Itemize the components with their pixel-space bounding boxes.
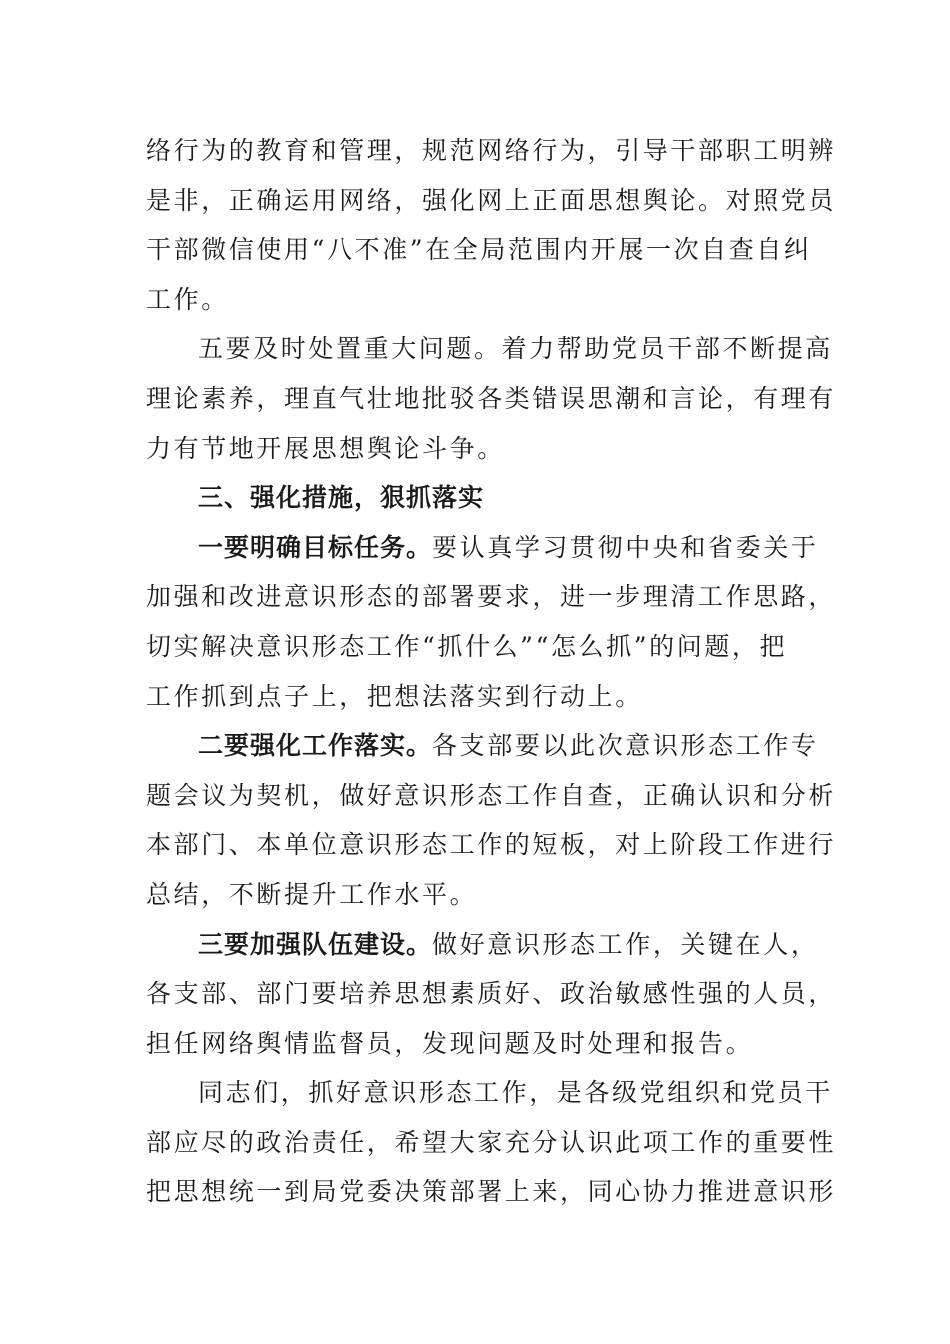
paragraph-2 (146, 324, 837, 473)
paragraph-4 (146, 721, 837, 919)
paragraph-text: 各支部要以此次意识形态工作专 (432, 731, 819, 761)
paragraph-lead: 一要明确目标任务。 (198, 532, 433, 562)
text-line: 络行为的教育和管理，规范网络行为，引导干部职工明辨 (146, 136, 837, 165)
text-line: 部应尽的政治责任，希望大家充分认识此项工作的重要性 (146, 1127, 837, 1157)
text-line: 担任网络舆情监督员，发现问题及时处理和报告。 (146, 1028, 754, 1058)
text-line: 总结，不断提升工作水平。 (146, 879, 478, 909)
text-line: 各支部、部门要培养思想素质好、政治敏感性强的人员， (146, 979, 837, 1009)
paragraph-lead: 三要加强队伍建设。 (198, 929, 433, 959)
text-line (146, 920, 819, 970)
text-line: 力有节地开展思想舆论斗争。 (146, 433, 505, 463)
text-line: 是非，正确运用网络，强化网上正面思想舆论。对照党员 (146, 185, 837, 215)
text-line (146, 523, 819, 573)
text-line: 加强和改进意识形态的部署要求，进一步理清工作思路， (146, 582, 837, 612)
paragraph-3 (146, 523, 837, 721)
text-line: 本部门、本单位意识形态工作的短板，对上阶段工作进行 (146, 830, 837, 860)
paragraph-text: 做好意识形态工作，关键在人， (432, 929, 819, 959)
text-line: 工作抓到点子上，把想法落实到行动上。 (146, 681, 643, 711)
paragraph-5 (146, 920, 837, 1069)
text-line: 把思想统一到局党委决策部署上来，同心协力推进意识形 (146, 1177, 837, 1207)
text-line: 同志们，抓好意识形态工作，是各级党组织和党员干 (198, 1078, 833, 1108)
document-body (146, 126, 837, 1217)
paragraph-lead: 二要强化工作落实。 (198, 731, 433, 761)
text-line (146, 721, 819, 771)
text-line: 工作。 (146, 284, 229, 314)
text-line: 题会议为契机，做好意识形态工作自查，正确认识和分析 (146, 780, 837, 810)
text-line: 切实解决意识形态工作“抓什么”“怎么抓”的问题，把 (146, 631, 788, 661)
text-line: 干部微信使用“八不准”在全局范围内开展一次自查自纠 (146, 235, 812, 265)
paragraph-1 (146, 126, 837, 324)
text-line: 五要及时处置重大问题。着力帮助党员干部不断提高 (198, 334, 833, 364)
paragraph-6 (146, 1068, 837, 1217)
paragraph-text: 要认真学习贯彻中央和省委关于 (432, 532, 819, 562)
section-heading: 三、强化措施，狠抓落实 (198, 483, 485, 513)
text-line: 理论素养，理直气壮地批驳各类错误思潮和言论，有理有 (146, 383, 837, 413)
